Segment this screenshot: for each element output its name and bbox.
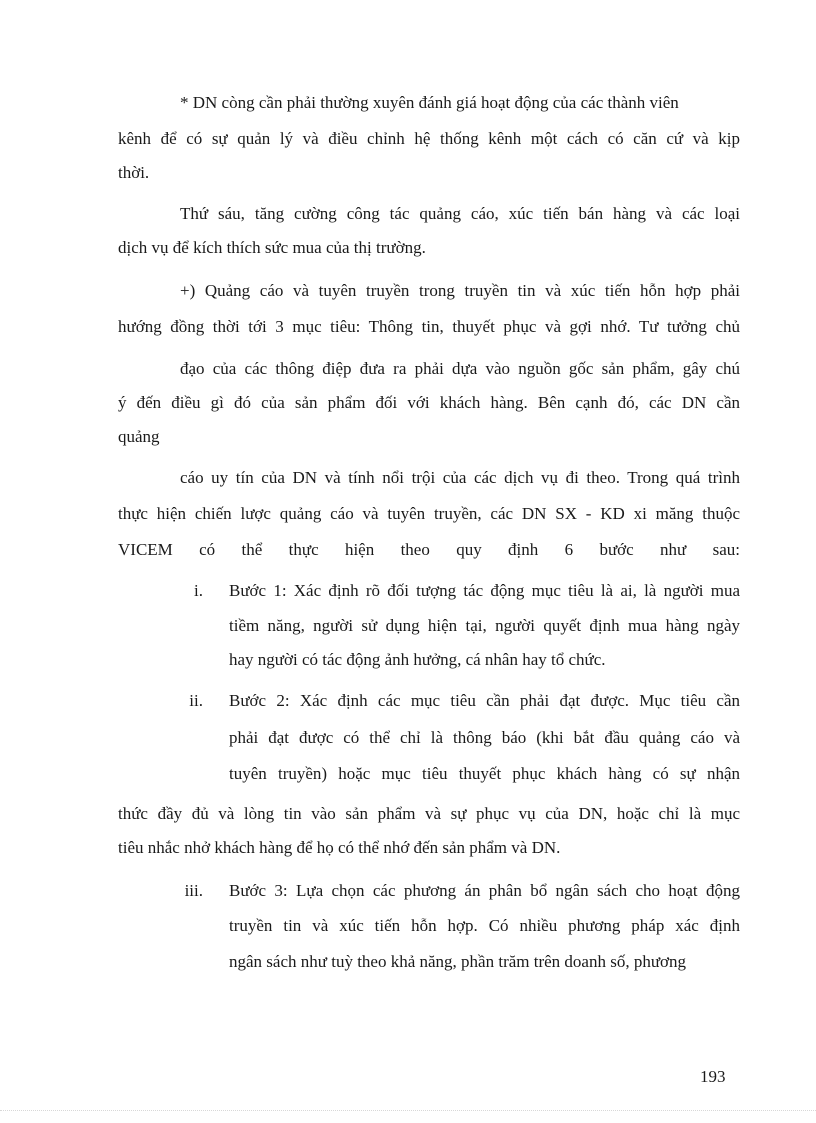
text-line: đạo của các thông điệp đưa ra phải dựa vào nguồn gốc sản phẩm, gây chú <box>180 359 740 378</box>
text-line: dịch vụ để kích thích sức mua của thị trường. <box>118 238 426 257</box>
text-line: ý đến điều gì đó của sản phẩm đối với khách hàng. Bên cạnh đó, các DN cần <box>118 393 740 412</box>
text-line: cáo uy tín của DN và tính nổi trội của các dịch vụ đi theo. Trong quá trình <box>180 468 740 487</box>
text-line: kênh để có sự quản lý và điều chỉnh hệ thống kênh một cách có căn cứ và kịp <box>118 129 740 148</box>
text-line: +) Quảng cáo và tuyên truyền trong truyền tin và xúc tiến hỗn hợp phải <box>180 281 740 300</box>
list-marker: ii. <box>189 691 203 710</box>
text-line: tiềm năng, người sử dụng hiện tại, người quyết định mua hàng ngày <box>229 616 740 635</box>
text-line: tiêu nhắc nhở khách hàng để họ có thể nhớ đến sản phẩm và DN. <box>118 838 561 857</box>
text-line: VICEM có thể thực hiện theo quy định 6 bước như sau: <box>118 540 740 559</box>
text-line: truyền tin và xúc tiến hỗn hợp. Có nhiều phương pháp xác định <box>229 916 740 935</box>
text-line: Bước 2: Xác định các mục tiêu cần phải đạt được. Mục tiêu cần <box>229 691 740 710</box>
list-marker: i. <box>194 581 203 600</box>
text-line: Thứ sáu, tăng cường công tác quảng cáo, xúc tiến bán hàng và các loại <box>180 204 740 223</box>
text-line: hay người có tác động ảnh hưởng, cá nhân hay tổ chức. <box>229 650 606 669</box>
list-marker: iii. <box>184 881 203 900</box>
page-edge-divider <box>0 1110 816 1111</box>
text-line: phải đạt được có thể chỉ là thông báo (khi bắt đầu quảng cáo và <box>229 728 740 747</box>
text-line: thức đầy đủ và lòng tin vào sản phẩm và sự phục vụ của DN, hoặc chỉ là mục <box>118 804 740 823</box>
text-line: quảng <box>118 427 160 446</box>
text-line: Bước 3: Lựa chọn các phương án phân bổ ngân sách cho hoạt động <box>229 881 740 900</box>
text-line: tuyên truyền) hoặc mục tiêu thuyết phục khách hàng có sự nhận <box>229 764 740 783</box>
text-line: ngân sách như tuỳ theo khả năng, phần trăm trên doanh số, phương <box>229 952 687 971</box>
page-number: 193 <box>700 1067 726 1086</box>
text-line: hướng đồng thời tới 3 mục tiêu: Thông tin, thuyết phục và gợi nhớ. Tư tưởng chủ <box>118 317 740 336</box>
text-line: Bước 1: Xác định rõ đối tượng tác động mục tiêu là ai, là người mua <box>229 581 740 600</box>
text-line: * DN còng cần phải thường xuyên đánh giá hoạt động của các thành viên <box>180 93 679 112</box>
text-line: thời. <box>118 163 150 182</box>
text-line: thực hiện chiến lược quảng cáo và tuyên truyền, các DN SX - KD xi măng thuộc <box>118 504 740 523</box>
